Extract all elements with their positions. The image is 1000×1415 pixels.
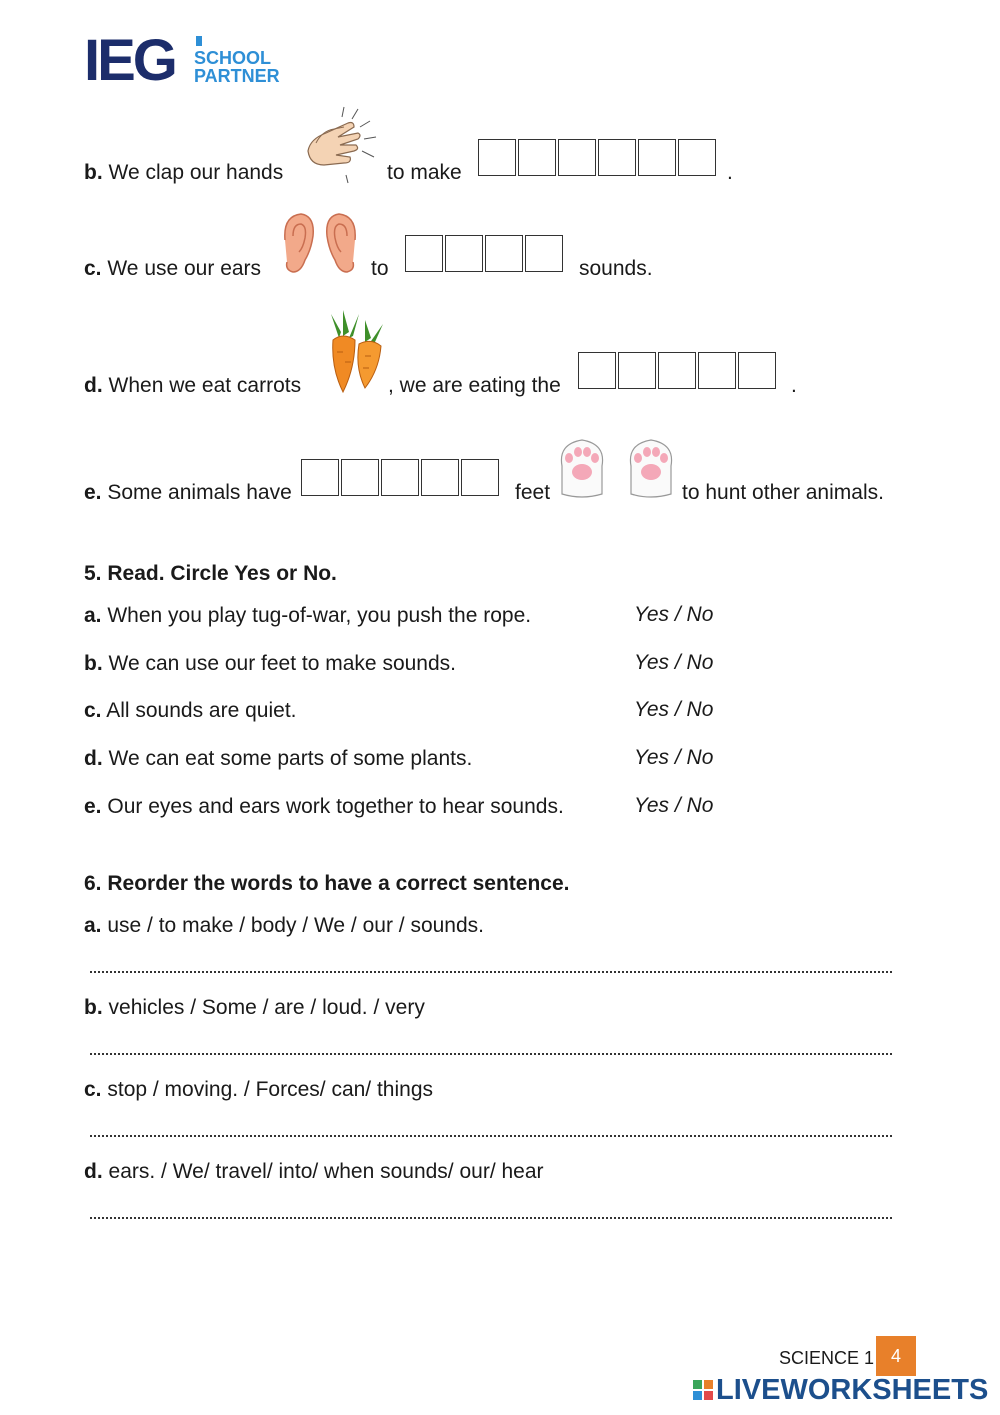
q4-c-middle-text: to <box>371 257 389 280</box>
yes-no-choice[interactable]: Yes / No <box>634 746 714 769</box>
answer-line[interactable] <box>90 971 892 973</box>
item-text: All sounds are quiet. <box>106 699 297 722</box>
letter-box[interactable] <box>558 139 596 176</box>
q5-item-c <box>84 698 297 724</box>
answer-boxes-e[interactable] <box>301 459 501 496</box>
logo-ieg-text: IEG <box>84 28 175 93</box>
item-label: d. <box>84 1160 103 1183</box>
q4-item-e <box>84 480 292 506</box>
letter-box[interactable] <box>618 352 656 389</box>
item-label: b. <box>84 161 103 184</box>
item-text: We clap our hands <box>108 161 284 184</box>
liveworksheets-logo-icon <box>693 1380 713 1400</box>
item-text: We can eat some parts of some plants. <box>108 747 473 770</box>
q6-item-c <box>84 1077 433 1103</box>
letter-box[interactable] <box>678 139 716 176</box>
q6-item-b <box>84 995 425 1021</box>
page-number-badge: 4 <box>876 1336 916 1376</box>
q5-item-a <box>84 603 531 629</box>
item-label: e. <box>84 481 102 504</box>
yes-no-choice[interactable]: Yes / No <box>634 651 714 674</box>
q4-e-middle-text: feet <box>515 481 551 504</box>
letter-box[interactable] <box>341 459 379 496</box>
item-label: b. <box>84 996 103 1019</box>
letter-box[interactable] <box>485 235 523 272</box>
clapping-hands-icon <box>300 105 385 185</box>
ears-icon <box>275 210 365 278</box>
q4-d-middle-text: , we are eating the <box>388 374 561 397</box>
item-text: We can use our feet to make sounds. <box>108 652 456 675</box>
answer-line[interactable] <box>90 1217 892 1219</box>
item-label: a. <box>84 604 102 627</box>
item-text: vehicles / Some / are / loud. / very <box>108 996 425 1019</box>
paw-icon <box>556 436 608 500</box>
item-label: c. <box>84 699 102 722</box>
q5-heading: 5. Read. Circle Yes or No. <box>84 562 337 585</box>
q5-item-b <box>84 651 456 677</box>
letter-box[interactable] <box>658 352 696 389</box>
answer-boxes-d[interactable] <box>578 352 778 389</box>
item-text: Some animals have <box>107 481 292 504</box>
item-text: We use our ears <box>107 257 262 280</box>
letter-box[interactable] <box>421 459 459 496</box>
q6-item-a <box>84 913 484 939</box>
item-text: When we eat carrots <box>108 374 302 397</box>
item-text: use / to make / body / We / our / sounds. <box>107 914 484 937</box>
item-label: d. <box>84 374 103 397</box>
item-label: d. <box>84 747 103 770</box>
item-text: When you play tug-of-war, you push the rope. <box>107 604 532 627</box>
q4-b-middle-text: to make <box>387 161 462 184</box>
letter-box[interactable] <box>598 139 636 176</box>
letter-box[interactable] <box>525 235 563 272</box>
letter-box[interactable] <box>405 235 443 272</box>
q5-item-d <box>84 746 472 772</box>
item-text: ears. / We/ travel/ into/ when sounds/ our/ hear <box>108 1160 544 1183</box>
item-label: a. <box>84 914 102 937</box>
letter-box[interactable] <box>381 459 419 496</box>
q4-c-end-text: sounds. <box>579 257 653 280</box>
letter-box[interactable] <box>461 459 499 496</box>
yes-no-choice[interactable]: Yes / No <box>634 698 714 721</box>
q6-item-d <box>84 1159 544 1185</box>
q4-d-end-text: . <box>791 374 797 397</box>
answer-line[interactable] <box>90 1135 892 1137</box>
q4-e-end-text: to hunt other animals. <box>682 481 884 504</box>
yes-no-choice[interactable]: Yes / No <box>634 794 714 817</box>
footer-subject: SCIENCE 1 <box>779 1348 875 1368</box>
item-text: stop / moving. / Forces/ can/ things <box>107 1078 434 1101</box>
item-label: e. <box>84 795 102 818</box>
logo-school-text: SCHOOL <box>194 48 272 68</box>
ieg-logo <box>84 28 284 93</box>
answer-boxes-b[interactable] <box>478 139 718 176</box>
answer-line[interactable] <box>90 1053 892 1055</box>
letter-box[interactable] <box>738 352 776 389</box>
letter-box[interactable] <box>698 352 736 389</box>
q5-item-e <box>84 794 564 820</box>
q4-b-end-text: . <box>727 161 733 184</box>
item-label: b. <box>84 652 103 675</box>
yes-no-choice[interactable]: Yes / No <box>634 603 714 626</box>
letter-box[interactable] <box>478 139 516 176</box>
answer-boxes-c[interactable] <box>405 235 565 272</box>
carrots-icon <box>321 308 389 396</box>
letter-box[interactable] <box>578 352 616 389</box>
item-label: c. <box>84 1078 102 1101</box>
q4-item-d <box>84 373 301 399</box>
q4-item-b <box>84 160 283 186</box>
liveworksheets-brand[interactable]: LIVEWORKSHEETS <box>716 1374 989 1406</box>
letter-box[interactable] <box>445 235 483 272</box>
letter-box[interactable] <box>638 139 676 176</box>
item-text: Our eyes and ears work together to hear sounds. <box>107 795 564 818</box>
item-label: c. <box>84 257 102 280</box>
logo-flag-icon <box>196 36 202 46</box>
letter-box[interactable] <box>301 459 339 496</box>
letter-box[interactable] <box>518 139 556 176</box>
q6-heading: 6. Reorder the words to have a correct sentence. <box>84 872 570 895</box>
paw-icon <box>625 436 677 500</box>
q4-item-c <box>84 256 261 282</box>
logo-partner-text: PARTNER <box>194 66 280 86</box>
